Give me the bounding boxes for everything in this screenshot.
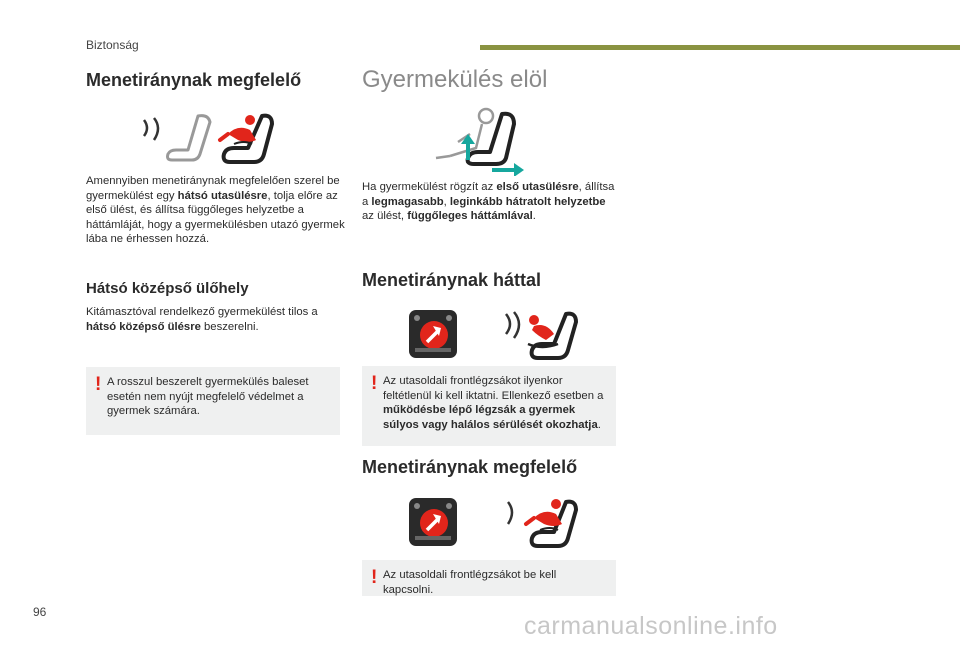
page-number: 96 xyxy=(33,605,47,619)
forward-warning-box xyxy=(362,560,616,596)
rear-center-text: Kitámasztóval rendelkező gyermekülést tilos a hátsó középső ülésre beszerelni. xyxy=(86,306,318,333)
forward-title: Menetiránynak megfelelő xyxy=(362,457,578,477)
rearward-title: Menetiránynak háttal xyxy=(362,270,542,290)
forward-facing-child-seat-icon xyxy=(500,494,580,550)
airbag-off-switch-icon xyxy=(409,310,457,358)
rearward-warning-box xyxy=(362,366,616,446)
rearward-warning-text: Az utasoldali frontlégzsákot ilyenkor feltétlenül ki kell iktatni. Ellenkező esetben a működésbe lépő légzsák a gyermek súlyos vagy halálos sérülését okozhatja. xyxy=(383,375,604,431)
rear-center-title: Hátsó középső ülőhely xyxy=(86,280,249,297)
airbag-on-switch-icon xyxy=(409,498,457,546)
right-title: Gyermekülés elöl xyxy=(362,66,548,93)
section-accent-bar xyxy=(480,45,960,50)
left-warning-text: A rosszul beszerelt gyermekülés baleset esetén nem nyújt megfelelő védelmet a gyermek számára. xyxy=(107,376,309,418)
warning-exclamation-icon: ! xyxy=(371,373,378,394)
warning-exclamation-icon: ! xyxy=(371,567,378,588)
left-intro-text: Amennyiben menetiránynak megfelelően szerel be gyermekülést egy hátsó utasülésre, tolja előre az első ülést, és állítsa függőleges helyzetbe a háttámláját, hogy a gyermekülésben utazó gyermek lába ne érhessen hozzá. xyxy=(86,175,345,246)
left-warning-box xyxy=(86,367,340,435)
front-seat-adjust-illustration-icon xyxy=(430,104,526,176)
rear-seats-illustration-icon xyxy=(138,110,278,166)
rear-facing-child-seat-icon xyxy=(500,306,580,362)
left-title: Menetiránynak megfelelő xyxy=(86,70,302,90)
forward-warning-text: Az utasoldali frontlégzsákot be kell kapcsolni. xyxy=(383,569,557,596)
right-intro-text: Ha gyermekülést rögzít az első utasülésre, állítsa a legmagasabb, leginkább hátratolt helyzetbe az ülést, függőleges háttámlával. xyxy=(362,181,615,223)
warning-exclamation-icon: ! xyxy=(95,374,102,395)
watermark-text: carmanualsonline.info xyxy=(524,612,778,640)
section-label: Biztonság xyxy=(86,38,139,52)
